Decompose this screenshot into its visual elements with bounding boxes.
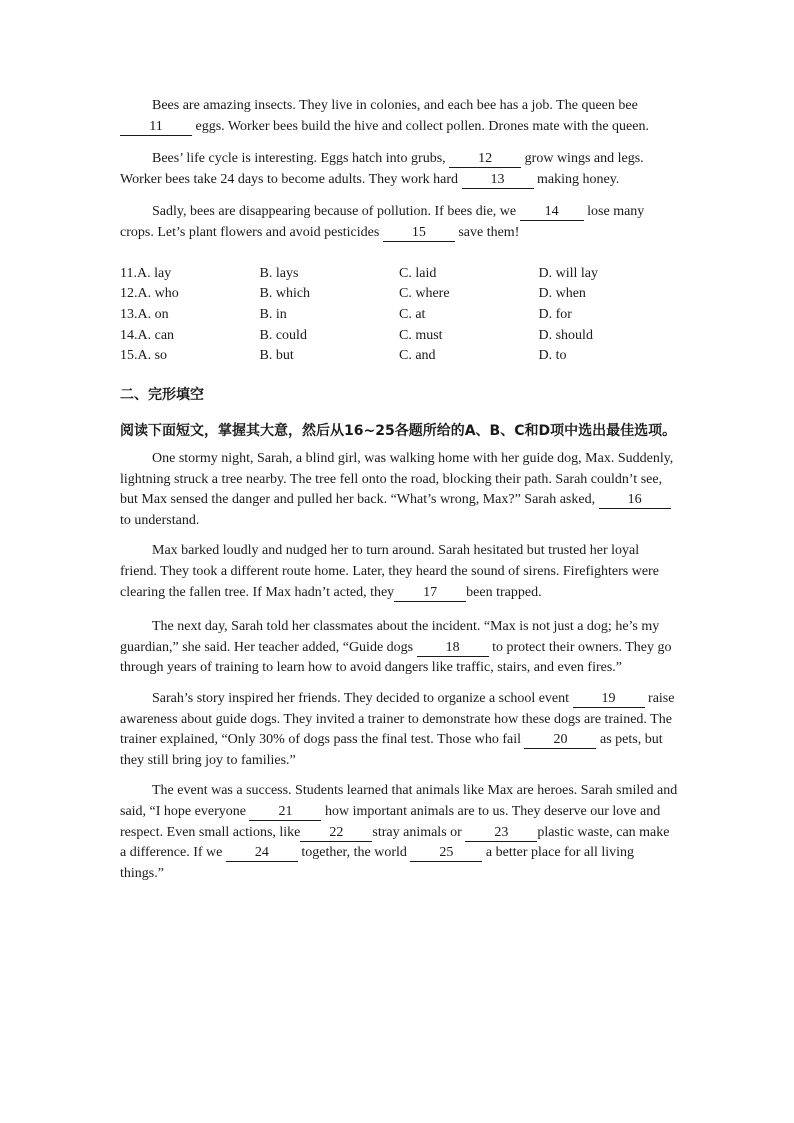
blank-16: 16 [599, 492, 671, 509]
option-row-15 [120, 346, 678, 367]
reading-paragraph-2: Bees’ life cycle is interesting. Eggs hatch into grubs, 12 grow wings and legs. Worker bees take 24 days to become adults. They work hard 13 making honey. [120, 151, 644, 187]
blank-13: 13 [462, 172, 534, 189]
option-13-a: 13.A. on [120, 306, 169, 322]
option-11-c: C. laid [399, 265, 437, 281]
option-row-11 [120, 264, 678, 285]
document-page [120, 96, 678, 894]
option-11-d: D. will lay [538, 265, 598, 281]
blank-23: 23 [465, 825, 537, 842]
option-11-a: 11.A. lay [120, 265, 172, 281]
blank-17: 17 [394, 585, 466, 602]
blank-11: 11 [120, 119, 192, 136]
option-14-a: 14.A. can [120, 327, 175, 343]
option-15-a: 15.A. so [120, 348, 168, 364]
option-row-13 [120, 305, 678, 326]
option-12-d: D. when [538, 286, 586, 302]
option-11-b: B. lays [259, 265, 299, 281]
option-12-b: B. which [259, 286, 311, 302]
cloze-paragraph-1: One stormy night, Sarah, a blind girl, was walking home with her guide dog, Max. Suddenly, lightning struck a tree nearby. The tree fell onto the road, blocking their path. Sarah couldn’t see, but Max sensed the danger and pulled her back. “What’s wrong, Max?” Sarah asked, 16 to understand. [120, 451, 674, 528]
options-table [120, 264, 678, 368]
blank-22: 22 [300, 825, 372, 842]
blank-24: 24 [226, 845, 298, 862]
option-14-b: B. could [259, 327, 307, 343]
blank-15: 15 [383, 225, 455, 242]
cloze-paragraph-5: The event was a success. Students learned that animals like Max are heroes. Sarah smiled and said, “I hope everyone 21 how important animals are to us. They deserve our love and respect. Even small actions, like 22 stray animals or 23 plastic waste, can make a difference. If we 24 together, the world 25 a better place for all living things.” [120, 783, 678, 881]
blank-18: 18 [417, 640, 489, 657]
blank-14: 14 [520, 204, 584, 221]
option-13-d: D. for [538, 306, 572, 322]
option-14-d: D. should [538, 327, 593, 343]
blank-12: 12 [449, 151, 521, 168]
option-15-d: D. to [538, 348, 567, 364]
option-13-c: C. at [399, 306, 426, 322]
option-13-b: B. in [259, 306, 287, 322]
cloze-paragraph-4: Sarah’s story inspired her friends. They decided to organize a school event 19 raise awareness about guide dogs. They invited a trainer to demonstrate how these dogs are trained. The trainer explained, “Only 30% of dogs pass the final test. Those who fail 20 as pets, but they still bring joy to families.” [120, 691, 675, 768]
reading-paragraph-1: Bees are amazing insects. They live in colonies, and each bee has a job. The queen bee 11 eggs. Worker bees build the hive and collect pollen. Drones mate with the queen. [120, 96, 678, 137]
option-row-12 [120, 284, 678, 305]
section-title: 二、完形填空 [120, 387, 204, 404]
option-row-14 [120, 326, 678, 347]
blank-19: 19 [573, 691, 645, 708]
blank-20: 20 [524, 732, 596, 749]
cloze-paragraph-3: The next day, Sarah told her classmates about the incident. “Max is not just a dog; he’s my guardian,” she said. Her teacher added, “Guide dogs 18 to protect their owners. They go through years of training to learn how to avoid dangers like traffic, stairs, and even fires.” [120, 619, 672, 676]
option-12-a: 12.A. who [120, 286, 179, 302]
blank-21: 21 [249, 804, 321, 821]
option-15-c: C. and [399, 348, 436, 364]
blank-25: 25 [410, 845, 482, 862]
reading-paragraph-3: Sadly, bees are disappearing because of pollution. If bees die, we 14 lose many crops. Let’s plant flowers and avoid pesticides 15 save them! [120, 204, 645, 240]
option-15-b: B. but [259, 348, 294, 364]
option-14-c: C. must [399, 327, 443, 343]
section-instruction: 阅读下面短文，掌握其大意，然后从16~25各题所给的A、B、C和D项中选出最佳选项。 [120, 423, 677, 440]
option-12-c: C. where [399, 286, 450, 302]
cloze-passage [120, 449, 678, 884]
cloze-paragraph-2: Max barked loudly and nudged her to turn around. Sarah hesitated but trusted her loyal friend. They took a different route home. Later, they heard the sound of sirens. Firefighters were clearing the fallen tree. If Max hadn’t acted, they 17 been trapped. [120, 543, 659, 600]
